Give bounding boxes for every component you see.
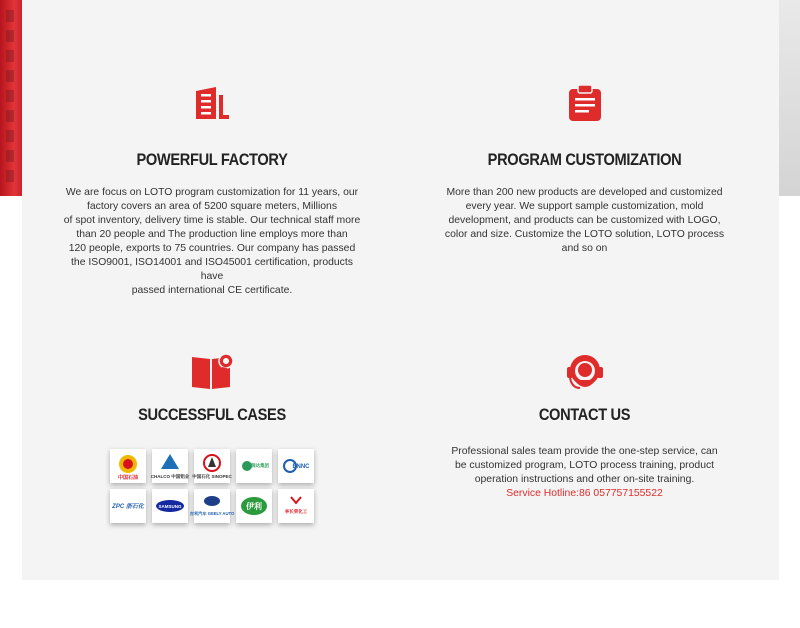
feature-title: CONTACT US (538, 405, 631, 424)
client-logo-grid (108, 449, 316, 523)
clipboard-icon (565, 83, 605, 128)
client-logo-text: 伊利 (246, 502, 262, 511)
client-logo-text: 中国石油 (117, 475, 139, 481)
client-logo (194, 449, 230, 483)
feature-description (62, 186, 362, 298)
client-logo (152, 489, 188, 523)
book-award-icon (190, 351, 234, 396)
client-logo-text: 瑞达集团 (251, 463, 269, 468)
feature-title: PROGRAM CUSTOMIZATION (487, 150, 682, 169)
client-logo (236, 449, 272, 483)
feature-contact-us (432, 350, 737, 501)
client-logo-text: SAMSUNG (158, 504, 182, 509)
service-hotline-link[interactable]: Service Hotline:86 057757155522 (506, 488, 663, 499)
feature-description (432, 445, 737, 501)
desc-line: than 20 people and The production line employs more than (76, 229, 348, 240)
client-logo-text: 吉利汽车 GEELY AUTO (189, 511, 235, 516)
client-logo-text: CHALCO 中国铝业 (150, 474, 190, 479)
desc-line: of spot inventory, delivery time is stable. Our technical staff more (63, 215, 361, 226)
background-left-strip (0, 0, 24, 196)
headset-icon (564, 350, 606, 397)
feature-description (432, 186, 737, 256)
client-logo (110, 489, 146, 523)
feature-title: POWERFUL FACTORY (136, 150, 288, 169)
desc-line: color and size. Customize the LOTO solution, LOTO process (444, 229, 725, 240)
client-logo (110, 449, 146, 483)
desc-line: We are focus on LOTO program customization for 11 years, our (65, 187, 359, 198)
desc-line: development, and products can be customized with LOGO, (448, 215, 721, 226)
feature-program-customization (432, 82, 737, 256)
desc-line: operation instructions and other on-site training. (474, 474, 695, 485)
client-logo (189, 489, 235, 523)
desc-line: every year. We support sample customization, mold (465, 201, 704, 212)
feature-title: SUCCESSFUL CASES (138, 405, 286, 424)
desc-line: 120 people, exports to 75 countries. Our company has passed (68, 243, 356, 254)
feature-successful-cases (62, 350, 362, 523)
client-logo (278, 489, 314, 523)
client-logo (236, 489, 272, 523)
desc-line: be customized program, LOTO process training, product (454, 460, 715, 471)
client-logo-text: 李长荣化工 (284, 509, 308, 514)
feature-powerful-factory (62, 82, 362, 298)
client-logo (278, 449, 314, 483)
client-logo-text: 中国石化 SINOPEC (192, 474, 232, 479)
client-logo-text: ZPC 浙石化 (112, 504, 144, 510)
desc-line: factory covers an area of 5200 square meters, Millions (86, 201, 338, 212)
desc-line: passed international CE certificate. (131, 285, 293, 296)
client-logo (152, 449, 188, 483)
desc-line: Professional sales team provide the one-step service, can (451, 446, 718, 457)
background-right-strip (776, 0, 800, 196)
building-icon (192, 83, 232, 128)
desc-line: More than 200 new products are developed and customized (446, 187, 723, 198)
client-logo-text: ENNC (292, 464, 310, 470)
desc-line: and so on (561, 243, 608, 254)
desc-line: the ISO9001, ISO14001 and ISO45001 certification, products have (71, 257, 353, 282)
features-panel (22, 0, 779, 580)
